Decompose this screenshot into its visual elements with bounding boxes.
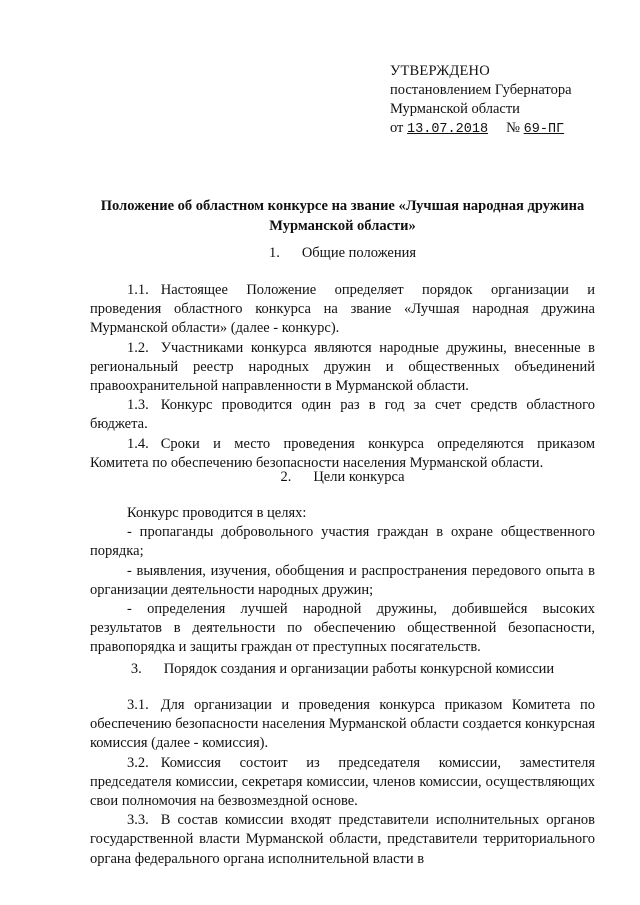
section-title: Общие положения <box>301 245 417 261</box>
section-3-heading <box>90 660 595 679</box>
paragraph <box>90 281 595 339</box>
approval-from-label: от <box>390 120 404 136</box>
approval-date-number <box>390 119 630 139</box>
paragraph-text: Участниками конкурса являются народные дружины, внесенные в региональный реестр народных дружин и общественных объединений правоохранительной направленности в Мурманской области. <box>90 339 595 395</box>
paragraph-number: 3.2. <box>127 754 149 771</box>
section-number: 3. <box>130 661 142 677</box>
list-item: - выявления, изучения, обобщения и распространения передового опыта в организации деятельности народных дружин; <box>90 562 595 598</box>
list-item: - пропаганды добровольного участия граждан в охране общественного порядка; <box>90 524 595 560</box>
section-3-body <box>90 696 595 869</box>
paragraph <box>90 754 595 812</box>
approval-stamp <box>390 62 630 139</box>
approval-line-2: Мурманской области <box>390 101 520 117</box>
list-item: - определения лучшей народной дружины, добившейся высоких результатов в деятельности по обеспечению общественной безопасности, правопорядка и защиты граждан от преступных посягательств. <box>90 601 595 656</box>
paragraph-number: 3.1. <box>127 697 149 713</box>
section-1-body <box>90 281 595 473</box>
paragraph-text: Конкурс проводится один раз в год за счет средств областного бюджета. <box>90 397 595 433</box>
paragraph-text: Настоящее Положение определяет порядок организации и проведения областного конкурса на звание «Лучшая народная дружина Мурманской области» (далее - конкурс). <box>90 282 595 337</box>
paragraph-text: Комиссия состоит из председателя комиссии, заместителя председателя комиссии, секретаря комиссии, членов комиссии, осуществляющих свои полномочия на безвозмездной основе. <box>90 754 595 810</box>
paragraph <box>90 339 595 397</box>
section-1-heading <box>90 244 595 263</box>
section-number: 2. <box>280 469 292 485</box>
paragraph-number: 1.2. <box>127 339 149 356</box>
approval-date: 13.07.2018 <box>407 122 489 137</box>
paragraph <box>90 811 595 869</box>
document-title: Положение об областном конкурсе на звание «Лучшая народная дружина Мурманской области» <box>100 198 585 234</box>
paragraph-number: 3.3. <box>127 812 149 829</box>
paragraph-number: 1.4. <box>127 435 149 452</box>
paragraph-text: Для организации и проведения конкурса приказом Комитета по обеспечению безопасности населения Мурманской области создается конкурсная комиссия (далее - комиссия). <box>90 697 595 752</box>
approval-line-1: постановлением Губернатора <box>390 82 572 98</box>
section-2-heading <box>90 468 595 487</box>
section-title: Порядок создания и организации работы конкурсной комиссии <box>163 661 555 677</box>
approval-number: 69-ПГ <box>523 122 565 137</box>
section-2-body <box>90 504 595 658</box>
paragraph-intro: Конкурс проводится в целях: <box>127 505 307 521</box>
paragraph <box>90 396 595 434</box>
section-title: Цели конкурса <box>313 469 405 485</box>
paragraph-text: В состав комиссии входят представители исполнительных органов государственной власти Мурманской области, представители территориального органа федерального органа исполнительной власти в <box>90 812 595 867</box>
approval-no-label: № <box>506 120 521 136</box>
paragraph <box>90 696 595 754</box>
paragraph-text: Сроки и место проведения конкурса определяются приказом Комитета по обеспечению безопасности населения Мурманской области. <box>90 435 595 471</box>
section-number: 1. <box>268 245 280 261</box>
paragraph-number: 1.3. <box>127 397 149 414</box>
approval-heading: УТВЕРЖДЕНО <box>390 63 490 79</box>
paragraph-number: 1.1. <box>127 282 149 298</box>
